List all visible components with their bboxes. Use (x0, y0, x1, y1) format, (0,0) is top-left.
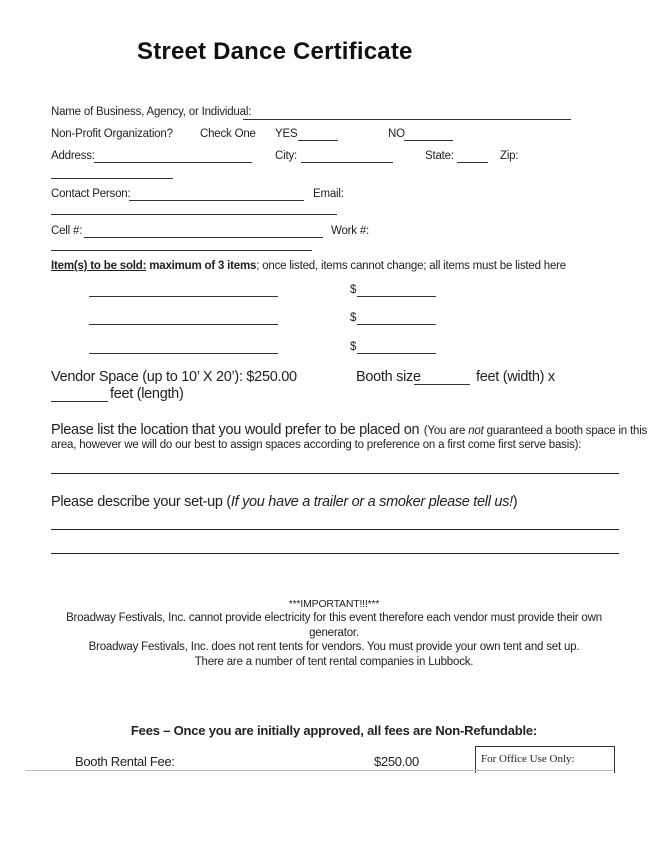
no-field[interactable] (404, 140, 453, 141)
feet-width-label: feet (width) x (476, 369, 555, 385)
setup-answer-line-1[interactable] (51, 529, 619, 530)
item-1-dollar: $ (350, 284, 357, 296)
city-field[interactable] (301, 162, 393, 163)
items-heading (51, 260, 566, 272)
items-max: maximum of 3 items (149, 260, 257, 272)
page-cutoff-divider (25, 770, 613, 771)
email-field[interactable] (51, 214, 337, 215)
email-label: Email: (313, 188, 344, 200)
booth-size-label: Booth size (356, 369, 421, 385)
state-label: State: (425, 150, 454, 162)
location-note-b: guaranteed a booth space in this (483, 425, 648, 437)
contact-field[interactable] (129, 200, 304, 201)
address-label: Address: (51, 150, 95, 162)
item-2-price-field[interactable] (357, 324, 436, 325)
cell-field[interactable] (84, 237, 323, 238)
booth-length-field[interactable] (51, 401, 108, 402)
location-note-a: (You are (423, 425, 469, 437)
zip-label: Zip: (500, 150, 519, 162)
yes-label: YES (275, 128, 298, 140)
important-line-1: Broadway Festivals, Inc. cannot provide electricity for this event therefore each vendor must provide their own (66, 612, 602, 624)
setup-close: ) (512, 494, 518, 510)
setup-question (51, 494, 517, 510)
vendor-space-label: Vendor Space (up to 10’ X 20’): $250.00 (51, 369, 297, 385)
business-field[interactable] (243, 119, 571, 120)
item-3-price-field[interactable] (357, 353, 436, 354)
check-one-label: Check One (200, 128, 256, 140)
item-2-dollar: $ (350, 312, 357, 324)
business-label: Name of Business, Agency, or Individual: (51, 106, 252, 118)
contact-label: Contact Person: (51, 188, 131, 200)
feet-length-label: feet (length) (110, 386, 184, 402)
address-field-line2[interactable] (51, 178, 173, 179)
work-label: Work #: (331, 225, 370, 237)
item-1-price-field[interactable] (357, 296, 436, 297)
important-line-2: generator. (309, 627, 359, 639)
setup-italic: If you have a trailer or a smoker please tell us! (230, 494, 513, 510)
location-question (51, 421, 647, 439)
office-use-box (475, 746, 615, 773)
page-title: Street Dance Certificate (137, 38, 413, 65)
booth-rental-label: Booth Rental Fee: (75, 754, 175, 769)
work-field[interactable] (51, 250, 312, 251)
setup-answer-line-2[interactable] (51, 553, 619, 554)
item-3-field[interactable] (89, 353, 278, 354)
setup-main: Please describe your set-up ( (51, 494, 231, 510)
booth-width-field[interactable] (414, 384, 470, 385)
nonprofit-label: Non-Profit Organization? (51, 128, 173, 140)
important-heading: ***IMPORTANT!!!*** (288, 598, 380, 610)
item-2-field[interactable] (89, 324, 278, 325)
important-line-4: There are a number of tent rental companies in Lubbock. (194, 656, 474, 668)
office-use-label: For Office Use Only: (481, 753, 575, 765)
no-label: NO (388, 128, 405, 140)
location-answer-line[interactable] (51, 473, 619, 474)
cell-label: Cell #: (51, 225, 83, 237)
items-heading-label: Item(s) to be sold: (51, 260, 147, 272)
address-field[interactable] (94, 162, 252, 163)
location-note-not: not (468, 425, 484, 437)
location-note-line2: area, however we will do our best to assign spaces according to preference on a first come first serve basis): (51, 439, 582, 451)
item-3-dollar: $ (350, 341, 357, 353)
important-line-3: Broadway Festivals, Inc. does not rent tents for vendors. You must provide your own tent and set up. (88, 641, 580, 653)
items-note: ; once listed, items cannot change; all items must be listed here (256, 260, 567, 272)
item-1-field[interactable] (89, 296, 278, 297)
location-main: Please list the location that you would prefer to be placed on (51, 422, 420, 438)
booth-rental-value: $250.00 (374, 754, 419, 769)
city-label: City: (275, 150, 298, 162)
yes-field[interactable] (298, 140, 338, 141)
fees-heading: Fees – Once you are initially approved, all fees are Non-Refundable: (130, 723, 538, 738)
state-field[interactable] (457, 162, 488, 163)
